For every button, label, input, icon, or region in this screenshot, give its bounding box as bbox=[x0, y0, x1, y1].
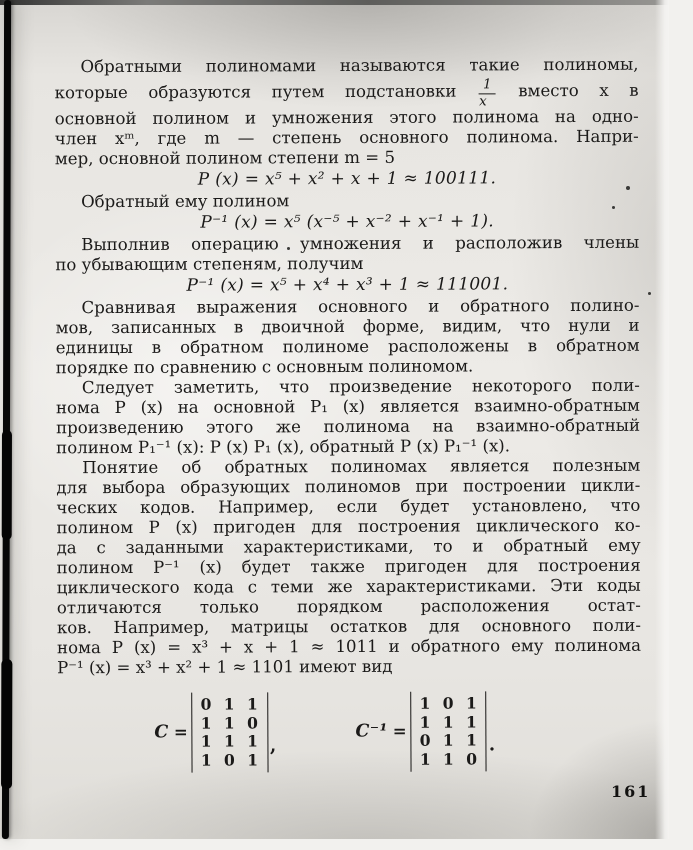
text-line: для выбора образующих полиномов при построении цикли- bbox=[56, 475, 641, 498]
text-line: отличаются только порядком расположения остат- bbox=[56, 595, 641, 618]
fraction-one-over-x bbox=[479, 75, 496, 110]
matrix-end-period: . bbox=[488, 733, 496, 755]
matrix-C-inverse-label: C⁻¹ bbox=[355, 721, 388, 742]
scan-speck bbox=[648, 292, 651, 295]
equals-sign: = bbox=[173, 721, 188, 742]
formula-inverse-polynomial-factored: P⁻¹ (x) = x⁵ (x⁻⁵ + x⁻² + x⁻¹ + 1). bbox=[200, 211, 494, 233]
text-line: член xᵐ, где m — степень основного полинома. Напри- bbox=[54, 126, 639, 149]
formula-inverse-polynomial-expanded: P⁻¹ (x) = x⁵ + x⁴ + x³ + 1 ≈ 111001. bbox=[186, 274, 509, 296]
matrix-row: 0 1 1 bbox=[200, 694, 259, 714]
text-line: полином P (x) пригоден для построения циклического ко- bbox=[56, 515, 641, 538]
matrix-C-inverse bbox=[355, 691, 495, 772]
fraction-line-after: вместо x в bbox=[518, 80, 639, 101]
text-line: циклического кода с теми же характеристиками. Эти коды bbox=[56, 575, 641, 598]
text-line: полином P⁻¹ (x) будет также пригоден для построения bbox=[56, 555, 641, 578]
text-line: Следует заметить, что произведение некоторого поли- bbox=[81, 375, 640, 398]
text-line: мер, основной полином степени m = 5 bbox=[54, 147, 396, 169]
text-line: Понятие об обратных полиномах является полезным bbox=[82, 455, 641, 478]
matrix-row: 1 0 1 bbox=[419, 693, 478, 713]
remainder-matrices-figure bbox=[57, 691, 641, 780]
matrix-C-body bbox=[192, 692, 269, 772]
book-gutter-shadow bbox=[2, 0, 11, 839]
text-line: нома P (x) = x³ + x + 1 ≈ 1011 и обратного ему полинома bbox=[56, 635, 642, 658]
text-line: ков. Например, матрицы остатков для основного поли- bbox=[56, 615, 641, 638]
text-line: единицы в обратном полиноме расположены в обратном bbox=[55, 335, 640, 358]
matrix-C-label: C bbox=[154, 722, 169, 743]
fraction-denominator: x bbox=[479, 93, 487, 110]
matrix-row: 1 1 0 bbox=[200, 712, 259, 733]
text-line: порядке по сравнению с основным полиномом. bbox=[55, 356, 474, 378]
text-line: основной полином и умножения этого полинома на одно- bbox=[54, 106, 639, 129]
page-number: 161 bbox=[611, 782, 651, 801]
fraction-line-before: которые образуются путем подстановки bbox=[54, 81, 457, 103]
text-line: произведению этого же полинома на взаимно-обратный bbox=[56, 415, 641, 438]
text-line-with-fraction bbox=[55, 75, 639, 110]
matrix-separator-comma: , bbox=[269, 734, 277, 756]
text-line: мов, записанных в двоичной форме, видим, что нули и bbox=[55, 315, 640, 338]
matrix-row: 1 1 1 bbox=[419, 711, 478, 732]
scan-edge-right bbox=[655, 0, 669, 839]
matrix-row: 1 1 1 bbox=[200, 731, 259, 751]
text-line: ческих кодов. Например, если будет установлено, что bbox=[56, 495, 641, 518]
matrix-row: 1 0 1 bbox=[200, 749, 260, 770]
text-line: Обратными полиномами называются такие полиномы, bbox=[80, 54, 639, 77]
text-line: да с заданными характеристиками, то и обратный ему bbox=[56, 535, 641, 558]
fraction-numerator: 1 bbox=[479, 78, 496, 94]
matrix-row: 0 1 1 bbox=[419, 730, 478, 750]
text-line: по убывающим степеням, получим bbox=[55, 253, 364, 275]
page-text bbox=[54, 55, 641, 780]
text-line: Выполнив операцию умножения и расположив члены bbox=[81, 232, 640, 255]
text-line: нома P (x) на основной P₁ (x) является взаимно-обратным bbox=[55, 395, 640, 418]
scan-edge-top bbox=[0, 0, 669, 5]
text-line: Сравнивая выражения основного и обратного полино- bbox=[81, 295, 640, 318]
text-line: полином P₁⁻¹ (x): P (x) P₁ (x), обратный P (x) P₁⁻¹ (x). bbox=[56, 436, 511, 458]
equals-sign: = bbox=[392, 720, 407, 741]
text-line: Обратный ему полином bbox=[81, 191, 290, 212]
formula-main-polynomial: P (x) = x⁵ + x² + x + 1 ≈ 100111. bbox=[197, 168, 497, 190]
matrix-C bbox=[154, 692, 276, 773]
matrix-row: 1 1 0 bbox=[419, 748, 479, 769]
text-line: P⁻¹ (x) = x³ + x² + 1 ≈ 1101 имеют вид bbox=[57, 656, 393, 678]
matrix-C-inverse-body bbox=[411, 691, 488, 771]
